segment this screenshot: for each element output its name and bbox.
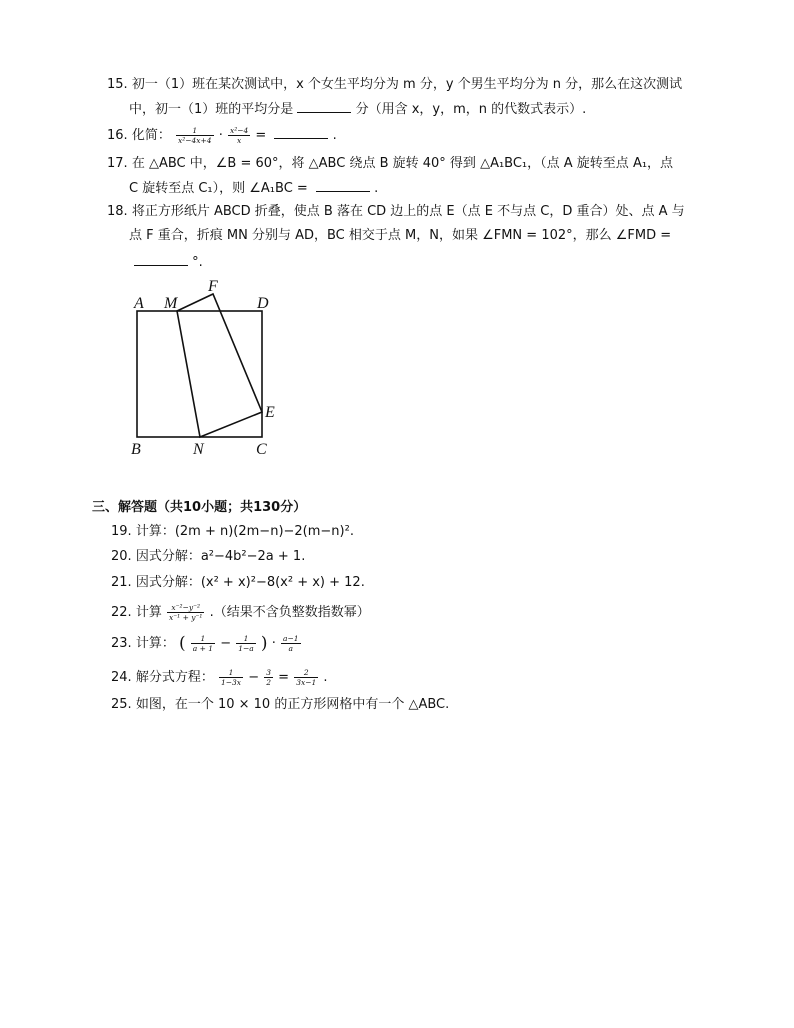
q17-text-line2a: C 旋转至点 C₁），则 ∠A₁BC =	[129, 181, 308, 196]
q22-suffix: .（结果不含负整数指数幂）	[209, 605, 370, 620]
label-m: M	[164, 295, 178, 312]
q24-fraction-3	[294, 668, 318, 687]
q16-number: 16.	[107, 128, 128, 143]
q16-fraction-2	[228, 126, 250, 145]
q23-dot: ·	[271, 636, 276, 651]
q22-line	[111, 603, 370, 622]
q25-line	[111, 696, 449, 714]
q23-fraction-3	[281, 634, 301, 653]
q15-number: 15.	[107, 77, 128, 92]
q18-number: 18.	[107, 204, 128, 219]
label-d: D	[257, 295, 269, 312]
q18-text-line2: 点 F 重合，折痕 MN 分别与 AD，BC 相交于点 M，N，如果 ∠FMN = 102°，那么 ∠FMD =	[129, 228, 672, 243]
q16-equals: =	[255, 128, 267, 143]
q16-frac1-denominator: x²−4x+4	[177, 136, 212, 145]
q23-fraction-1	[191, 634, 215, 653]
q25-number: 25.	[111, 697, 132, 712]
q23-frac1-denominator: a + 1	[192, 644, 214, 653]
q21-number: 21.	[111, 575, 132, 590]
label-a: A	[134, 295, 144, 312]
q16-frac1-numerator: 1	[176, 126, 214, 136]
q16-answer-blank[interactable]	[274, 124, 328, 139]
label-e: E	[265, 404, 275, 421]
q20-number: 20.	[111, 549, 132, 564]
q24-fraction-2	[264, 668, 273, 687]
q18-text-line3b: °.	[192, 255, 203, 270]
q16-frac2-denominator: x	[237, 136, 242, 145]
label-n: N	[193, 441, 204, 458]
q15-text-line2b: 分（用含 x，y，m，n 的代数式表示）.	[355, 102, 587, 117]
q15-line2	[129, 98, 586, 119]
q23-frac3-numerator: a−1	[282, 634, 299, 643]
q17-line1	[107, 155, 673, 173]
q21-text: 因式分解：(x² + x)²−8(x² + x) + 12.	[135, 575, 365, 590]
q17-answer-blank[interactable]	[316, 177, 370, 192]
q16-frac2-numerator: x²−4	[229, 126, 249, 135]
q15-answer-blank[interactable]	[297, 98, 351, 113]
q24-number: 24.	[111, 670, 132, 685]
q19-line	[111, 523, 354, 541]
q18-line2	[129, 227, 671, 245]
q15-line1	[107, 76, 682, 94]
q21-line	[111, 574, 365, 592]
q24-prefix: 解分式方程：	[135, 670, 214, 685]
q23-minus: −	[220, 636, 232, 651]
q20-text: 因式分解：a²−4b²−2a + 1.	[135, 549, 306, 564]
q22-frac-numerator: x⁻²−y⁻²	[167, 603, 204, 613]
q23-prefix: 计算：	[135, 636, 175, 651]
q22-frac-denominator: x⁻¹ + y⁻¹	[168, 613, 203, 622]
q24-frac3-numerator: 2	[294, 668, 318, 678]
q24-fraction-1	[219, 668, 243, 687]
q16-prefix: 化简：	[131, 128, 171, 143]
q17-line2	[129, 177, 378, 198]
square-abcd	[137, 311, 262, 437]
q15-text-line1: 初一（1）班在某次测试中，x 个女生平均分为 m 分，y 个男生平均分为 n 分，那么在这次测试	[131, 77, 683, 92]
q23-frac2-numerator: 1	[236, 634, 256, 644]
q19-number: 19.	[111, 524, 132, 539]
q15-text-line2a: 中，初一（1）班的平均分是	[129, 102, 294, 117]
q16-line	[107, 124, 337, 145]
q24-frac3-denominator: 3x−1	[296, 678, 317, 687]
q24-equals: =	[278, 670, 290, 685]
q24-frac1-numerator: 1	[219, 668, 243, 678]
q17-text-line1: 在 △ABC 中，∠B = 60°，将 △ABC 绕点 B 旋转 40° 得到 △A₁BC₁，（点 A 旋转至点 A₁，点	[131, 156, 674, 171]
q20-line	[111, 548, 305, 566]
q19-text: 计算：(2m + n)(2m−n)−2(m−n)².	[135, 524, 354, 539]
q18-figure	[128, 276, 288, 462]
q23-right-paren: )	[260, 633, 268, 654]
folded-quad-mfen	[177, 294, 262, 437]
q17-number: 17.	[107, 156, 128, 171]
q25-text: 如图，在一个 10 × 10 的正方形网格中有一个 △ABC.	[135, 697, 450, 712]
q23-frac1-numerator: 1	[191, 634, 215, 644]
q23-number: 23.	[111, 636, 132, 651]
section3-title: 三、解答题（共10小题；共130分）	[92, 500, 307, 515]
label-f: F	[208, 278, 218, 295]
q24-frac2-numerator: 3	[266, 668, 272, 677]
q23-left-paren: (	[178, 633, 186, 654]
q22-number: 22.	[111, 605, 132, 620]
q22-prefix: 计算	[135, 605, 162, 620]
q24-frac2-denominator: 2	[266, 678, 272, 687]
q24-minus: −	[248, 670, 260, 685]
q16-end: .	[332, 128, 337, 143]
q16-dot: ·	[218, 128, 223, 143]
q18-text-line1: 将正方形纸片 ABCD 折叠，使点 B 落在 CD 边上的点 E（点 E 不与点 C，D 重合）处、点 A 与	[131, 204, 685, 219]
q18-line1	[107, 203, 685, 221]
q23-fraction-2	[236, 634, 256, 653]
label-c: C	[256, 441, 267, 458]
q23-line	[111, 634, 302, 653]
label-b: B	[131, 441, 141, 458]
q16-fraction-1	[176, 126, 214, 145]
q23-frac2-denominator: 1−a	[238, 644, 254, 653]
q17-text-line2b: .	[374, 181, 379, 196]
q22-fraction	[167, 603, 204, 622]
q18-line3	[134, 251, 203, 272]
q18-answer-blank[interactable]	[134, 251, 188, 266]
q24-line	[111, 668, 328, 687]
q23-frac3-denominator: a	[288, 644, 293, 653]
q24-frac1-denominator: 1−3x	[220, 678, 242, 687]
q24-end: .	[323, 670, 328, 685]
